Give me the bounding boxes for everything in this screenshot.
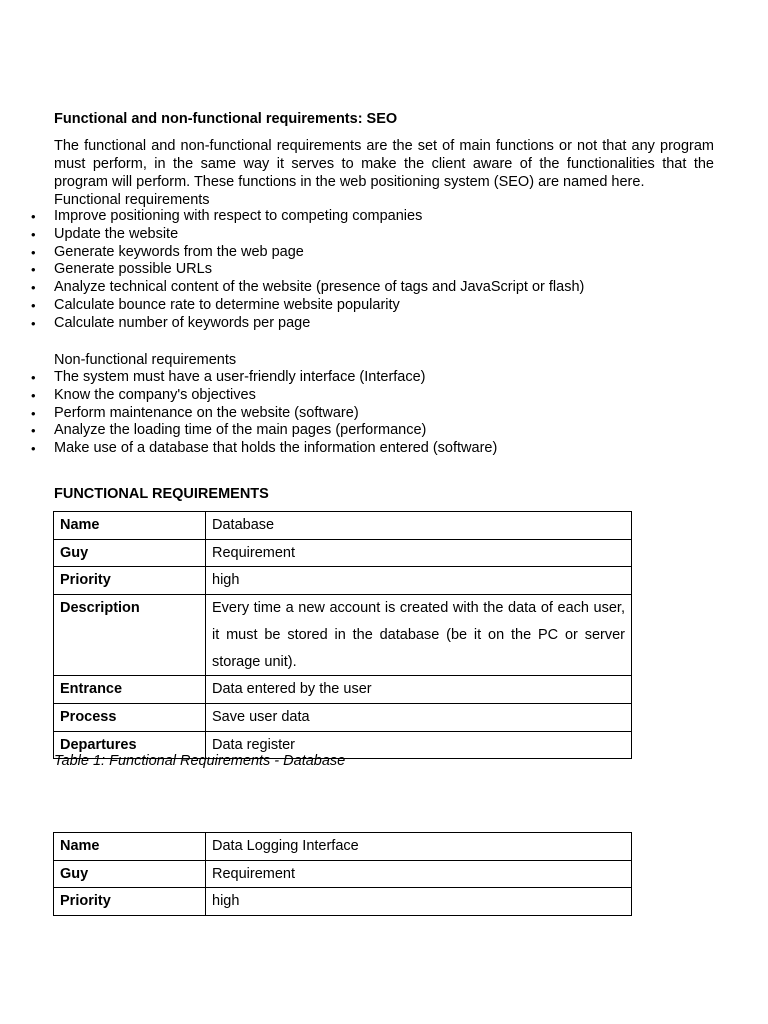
list-item-text: Generate keywords from the web page (54, 243, 304, 260)
row-value: high (206, 567, 632, 595)
bullet-icon: • (31, 405, 36, 421)
list-item (0, 297, 584, 315)
row-value: Requirement (206, 860, 632, 888)
requirements-table-data-logging (53, 832, 632, 916)
bullet-icon: • (31, 441, 36, 457)
list-item (0, 387, 497, 405)
table-row (54, 860, 632, 888)
list-item (0, 315, 584, 333)
list-item (0, 226, 584, 244)
list-item (0, 440, 497, 458)
bullet-icon: • (31, 262, 36, 278)
bullet-icon: • (31, 297, 36, 313)
table-row (54, 676, 632, 704)
row-value: Save user data (206, 703, 632, 731)
list-item-text: Generate possible URLs (54, 261, 212, 278)
section-heading: FUNCTIONAL REQUIREMENTS (54, 486, 269, 502)
row-key: Name (54, 512, 206, 540)
functional-requirements-heading: Functional requirements (54, 192, 210, 208)
list-item (0, 405, 497, 423)
row-value: Data Logging Interface (206, 833, 632, 861)
row-value: Data entered by the user (206, 676, 632, 704)
list-item-text: Calculate number of keywords per page (54, 314, 311, 331)
table-row (54, 888, 632, 916)
row-key: Guy (54, 539, 206, 567)
list-item-text: The system must have a user-friendly interface (Interface) (54, 369, 426, 385)
row-key: Priority (54, 888, 206, 916)
bullet-icon: • (31, 387, 36, 403)
bullet-icon: • (31, 370, 36, 385)
requirements-table-database (53, 511, 632, 759)
non-functional-requirements-list (0, 369, 497, 458)
list-item-text: Improve positioning with respect to competing companies (54, 208, 423, 224)
row-value: Every time a new account is created with the data of each user, it must be stored in the database (be it on the PC or server storage unit). (206, 595, 632, 676)
bullet-icon: • (31, 280, 36, 296)
page-title: Functional and non-functional requirements: SEO (54, 111, 398, 127)
table-row (54, 512, 632, 540)
table-row (54, 567, 632, 595)
bullet-icon: • (31, 209, 36, 224)
row-key: Description (54, 595, 206, 676)
list-item (0, 244, 584, 262)
table-row (54, 595, 632, 676)
row-value: high (206, 888, 632, 916)
row-key: Guy (54, 860, 206, 888)
row-key: Process (54, 703, 206, 731)
non-functional-requirements-heading: Non-functional requirements (54, 352, 237, 368)
list-item (0, 261, 584, 279)
list-item-text: Perform maintenance on the website (software) (54, 404, 359, 421)
row-value: Database (206, 512, 632, 540)
list-item-text: Update the website (54, 225, 179, 242)
row-key: Entrance (54, 676, 206, 704)
table-row (54, 539, 632, 567)
bullet-icon: • (31, 315, 36, 331)
list-item (0, 208, 584, 226)
row-value: Data register (206, 731, 632, 759)
list-item (0, 369, 497, 387)
list-item-text: Analyze the loading time of the main pages (performance) (54, 422, 427, 439)
list-item (0, 279, 584, 297)
table-row (54, 833, 632, 861)
list-item (0, 422, 497, 440)
list-item-text: Calculate bounce rate to determine website popularity (54, 296, 400, 313)
list-item-text: Make use of a database that holds the information entered (software) (54, 440, 498, 457)
row-key: Priority (54, 567, 206, 595)
intro-paragraph: The functional and non-functional requirements are the set of main functions or not that any program must perform, in the same way it serves to make the client aware of the functionalities that the program will perform. These functions in the web positioning system (SEO) are named here. (54, 138, 714, 190)
list-item-text: Know the company's objectives (54, 386, 256, 403)
list-item-text: Analyze technical content of the website (presence of tags and JavaScript or flash) (54, 279, 585, 296)
row-value: Requirement (206, 539, 632, 567)
bullet-icon: • (31, 226, 36, 242)
row-key: Name (54, 833, 206, 861)
row-key: Departures (54, 731, 206, 759)
table-caption: Table 1: Functional Requirements - Database (54, 753, 346, 769)
functional-requirements-list (0, 208, 584, 333)
table-row (54, 703, 632, 731)
bullet-icon: • (31, 423, 36, 439)
bullet-icon: • (31, 244, 36, 260)
